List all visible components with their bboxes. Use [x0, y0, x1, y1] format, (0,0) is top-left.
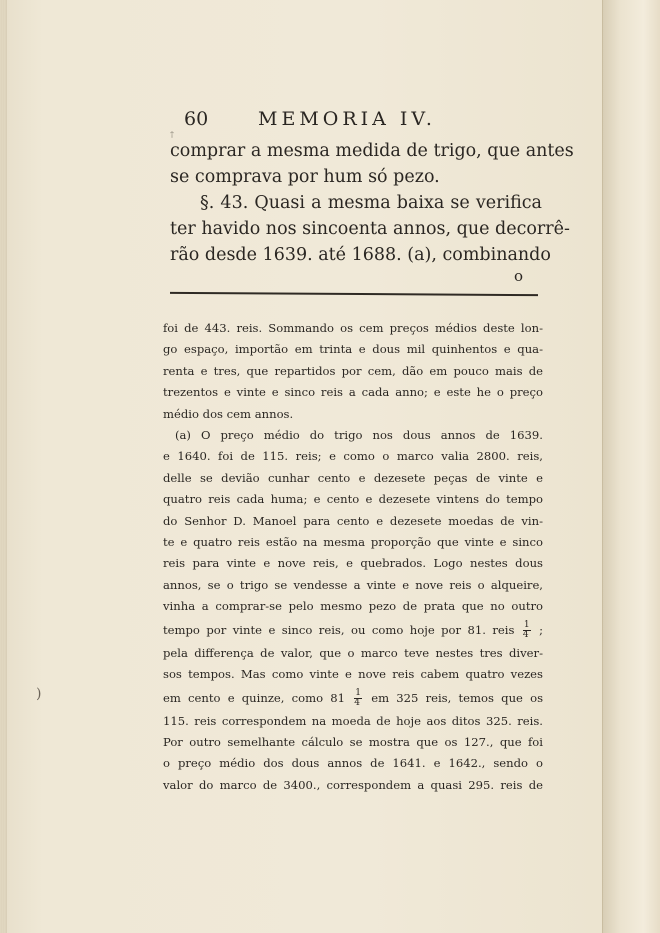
- footnote-fraction-line: [163, 686, 543, 711]
- footnote-line: valor do marco de 3400., correspondem a quasi 295. reis de: [163, 777, 543, 792]
- footnote-line: pela differença de valor, que o marco teve nestes tres diver-: [163, 645, 543, 660]
- facing-page-fold: [602, 0, 660, 933]
- footnote-line: renta e tres, que repartidos por cem, dão em pouco mais de: [163, 363, 543, 378]
- footnote-line: o preço médio dos dous annos de 1641. e 1642., sendo o: [163, 756, 543, 771]
- footnote-fraction-line: [163, 618, 543, 643]
- footnote-line: delle se devião cunhar cento e dezesete peças de vinte e: [163, 470, 543, 485]
- fraction-denominator: 4: [522, 630, 529, 641]
- footnote-line: 115. reis correspondem na moeda de hoje aos ditos 325. reis.: [163, 713, 543, 728]
- section-43-text-line: §. 43. Quasi a mesma baixa se verifica: [200, 193, 542, 213]
- fraction-numerator: 1: [355, 688, 361, 698]
- fraction-line-before: em cento e quinze, como 81: [163, 690, 346, 705]
- fraction-line-after: ;: [539, 622, 544, 637]
- footnote-line: annos, se o trigo se vendesse a vinte e nove reis o alqueire,: [163, 577, 543, 592]
- footnote-line: go espaço, importão em trinta e dous mil quinhentos e qua-: [163, 342, 543, 357]
- fraction-line-text: tempo por vinte e sinco reis, ou como hoje por 81. reis: [163, 622, 515, 637]
- footnote-line: sos tempos. Mas como vinte e nove reis cabem quatro vezes: [163, 667, 543, 682]
- main-text-line: comprar a mesma medida de trigo, que antes: [170, 141, 574, 161]
- footnote-a-line: (a) O preço médio do trigo nos dous annos de 1639.: [175, 428, 543, 443]
- page-number: 60: [184, 108, 209, 130]
- footnote-line: foi de 443. reis. Sommando os cem preços médios deste lon-: [163, 321, 543, 335]
- footnote-line: trezentos e vinte e sinco reis a cada anno; e este he o preço: [163, 385, 543, 400]
- footnote-line: vinha a comprar-se pelo mesmo pezo de prata que no outro: [163, 599, 543, 614]
- footnote-line: Por outro semelhante cálculo se mostra que os 127., que foi: [163, 734, 543, 749]
- catchword: o: [514, 267, 524, 285]
- footnote-line: quatro reis cada huma; e cento e dezesete vintens do tempo: [163, 492, 543, 507]
- fraction: [523, 621, 531, 640]
- footnote-line: médio dos cem annos.: [163, 406, 294, 421]
- main-text-block: [170, 138, 574, 268]
- fraction-line-after: em 325 reis, temos que os: [371, 690, 544, 705]
- running-title: MEMORIA IV.: [258, 108, 436, 130]
- margin-mark: ): [36, 686, 42, 702]
- footnote-line: e 1640. foi de 115. reis; e como o marco valia 2800. reis,: [163, 449, 543, 464]
- footnote-line: reis para vinte e nove reis, e quebrados. Logo nestes dous: [163, 556, 543, 571]
- footnote-line: do Senhor D. Manoel para cento e dezesete moedas de vin-: [163, 513, 543, 528]
- main-text-line: rão desde 1639. até 1688. (a), combinando: [170, 245, 551, 265]
- main-text-line: se comprava por hum só pezo.: [170, 167, 440, 187]
- footnotes-block: [163, 318, 543, 796]
- fraction-denominator: 4: [354, 698, 360, 708]
- page-header: [184, 108, 474, 138]
- footnote-line: te e quatro reis estão na mesma proporção que vinte e sinco: [163, 535, 543, 550]
- fraction: [354, 689, 362, 708]
- fraction-numerator: 1: [523, 620, 530, 631]
- main-text-line: ter havido nos sincoenta annos, que decorrê-: [170, 219, 570, 239]
- pencil-mark: †: [170, 130, 174, 139]
